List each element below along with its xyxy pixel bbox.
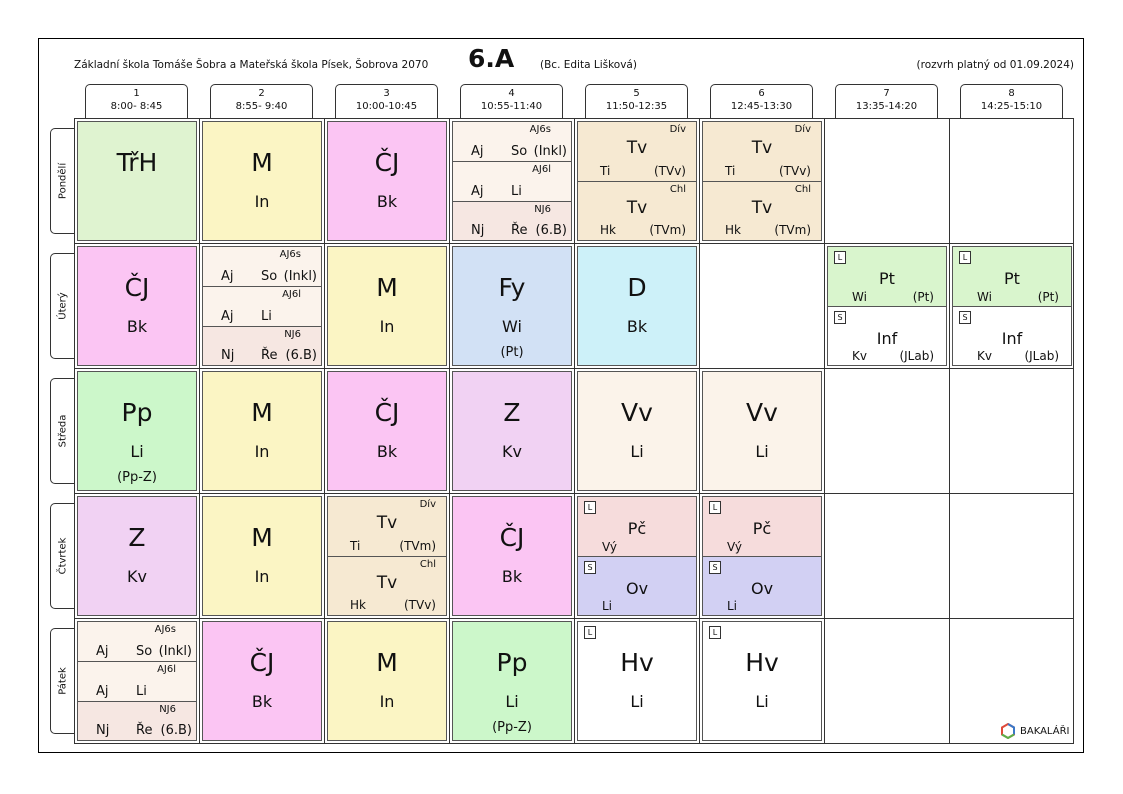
lesson-thu-2[interactable] (202, 496, 322, 616)
lesson-teacher: Bk (626, 317, 648, 336)
lesson-mon-3[interactable] (327, 121, 447, 241)
lesson-teacher: Bk (501, 567, 523, 586)
lesson-mon-4[interactable] (452, 121, 572, 241)
lesson-group: AJ6s Aj So (Inkl) (453, 122, 571, 162)
lesson-wed-6[interactable] (702, 371, 822, 491)
school-name: Základní škola Tomáše Šobra a Mateřská škola Písek, Šobrova 2070 (74, 59, 429, 71)
week-badge: S (709, 561, 721, 574)
grid-line (74, 368, 1074, 369)
lesson-teacher: Li (505, 692, 519, 711)
lesson-teacher: Kv (127, 567, 147, 586)
period-header-8: 8 14:25-15:10 (960, 84, 1063, 119)
lesson-subject: ČJ (374, 148, 400, 177)
lesson-tue-2[interactable] (202, 246, 322, 366)
validity-note: (rozvrh platný od 01.09.2024) (916, 59, 1074, 71)
lesson-subject: M (251, 398, 273, 427)
lesson-group: Chl Tv Hk (TVm) (600, 184, 686, 237)
lesson-subject: Hv (620, 648, 654, 677)
week-badge: L (959, 251, 971, 264)
lesson-subject: Z (503, 398, 521, 427)
lesson-subject: ČJ (374, 398, 400, 427)
lesson-teacher: In (379, 692, 395, 711)
lesson-tue-8[interactable] (952, 246, 1072, 366)
lesson-teacher: Bk (376, 442, 398, 461)
grid-line (824, 118, 825, 744)
day-label-friday: Pátek (50, 628, 74, 734)
grid-line (74, 618, 1074, 619)
lesson-mon-6[interactable] (702, 121, 822, 241)
period-header-7: 7 13:35-14:20 (835, 84, 938, 119)
week-badge: L (709, 626, 721, 639)
lesson-subject: D (627, 273, 647, 302)
grid-line (449, 118, 450, 744)
lesson-subject: M (251, 523, 273, 552)
lesson-group: NJ6 Nj Ře (6.B) (453, 202, 571, 240)
grid-line (949, 118, 950, 744)
lesson-group: AJ6l Aj Li (453, 162, 571, 202)
lesson-group: AJ6l Aj Li (78, 662, 196, 702)
period-header-5: 5 11:50-12:35 (585, 84, 688, 119)
lesson-teacher: Li (755, 442, 769, 461)
lesson-mon-1[interactable] (77, 121, 197, 241)
lesson-mon-5[interactable] (577, 121, 697, 241)
lesson-tue-5[interactable] (577, 246, 697, 366)
grid-line (199, 118, 200, 744)
lesson-teacher: Li (630, 442, 644, 461)
brand-logo-text: BAKALÁŘI (1020, 726, 1070, 737)
lesson-wed-2[interactable] (202, 371, 322, 491)
lesson-subject: Fy (498, 273, 526, 302)
lesson-teacher: Bk (251, 692, 273, 711)
lesson-tue-4[interactable] (452, 246, 572, 366)
lesson-teacher: Bk (126, 317, 148, 336)
lesson-teacher: Bk (376, 192, 398, 211)
lesson-subject: Pp (496, 648, 528, 677)
lesson-group: S Inf Kv (JLab) (953, 307, 1071, 365)
lesson-teacher: In (254, 442, 270, 461)
lesson-wed-5[interactable] (577, 371, 697, 491)
week-badge: L (709, 501, 721, 514)
lesson-subject: Vv (621, 398, 653, 427)
lesson-subject: ČJ (499, 523, 525, 552)
lesson-group: Dív Tv Ti (TVm) (328, 497, 446, 557)
lesson-mon-2[interactable] (202, 121, 322, 241)
lesson-subject: ČJ (124, 273, 150, 302)
lesson-group: AJ6l Aj Li (203, 287, 321, 327)
lesson-subject: M (251, 148, 273, 177)
lesson-group: L Pč Vý (578, 497, 696, 557)
day-label-thursday: Čtvrtek (50, 503, 74, 609)
lesson-subject: Pp (121, 398, 153, 427)
lesson-tue-7[interactable] (827, 246, 947, 366)
week-badge: S (959, 311, 971, 324)
lesson-group: L Pt Wi (Pt) (828, 247, 946, 307)
lesson-wed-3[interactable] (327, 371, 447, 491)
lesson-group: Dív Tv Ti (TVv) (703, 122, 821, 182)
lesson-teacher: Li (630, 692, 644, 711)
lesson-fri-6[interactable] (702, 621, 822, 741)
lesson-wed-4[interactable] (452, 371, 572, 491)
lesson-subject: M (376, 648, 398, 677)
grid-line (699, 118, 700, 744)
lesson-room: (Pp-Z) (117, 470, 157, 485)
grid-line (574, 118, 575, 744)
lesson-subject: Z (128, 523, 146, 552)
lesson-group: S Ov Li (703, 557, 821, 615)
lesson-teacher: In (254, 567, 270, 586)
lesson-room: (Pt) (500, 345, 524, 360)
lesson-fri-1[interactable] (77, 621, 197, 741)
lesson-group: Dív Tv Ti (TVv) (578, 122, 696, 182)
grid-line (324, 118, 325, 744)
week-badge: S (834, 311, 846, 324)
class-teacher: (Bc. Edita Lišková) (540, 59, 637, 71)
week-badge: L (834, 251, 846, 264)
lesson-thu-3[interactable] (327, 496, 447, 616)
grid-line (74, 243, 1074, 244)
grid-line (74, 493, 1074, 494)
lesson-group: S Inf Kv (JLab) (828, 307, 946, 365)
lesson-group: Chl Tv Hk (TVv) (350, 559, 436, 612)
lesson-teacher: Wi (502, 317, 522, 336)
period-header-2: 2 8:55- 9:40 (210, 84, 313, 119)
lesson-teacher: Li (130, 442, 144, 461)
lesson-teacher: In (379, 317, 395, 336)
lesson-fri-2[interactable] (202, 621, 322, 741)
lesson-group: Chl Tv Hk (TVm) (725, 184, 811, 237)
week-badge: L (584, 501, 596, 514)
period-header-4: 4 10:55-11:40 (460, 84, 563, 119)
day-label-tuesday: Úterý (50, 253, 74, 359)
lesson-teacher: Li (755, 692, 769, 711)
lesson-wed-1[interactable] (77, 371, 197, 491)
lesson-teacher: Kv (502, 442, 522, 461)
lesson-tue-1[interactable] (77, 246, 197, 366)
hexagon-logo-icon (1000, 723, 1016, 739)
day-label-monday: Pondělí (50, 128, 74, 234)
day-label-wednesday: Středa (50, 378, 74, 484)
lesson-group: NJ6 Nj Ře (6.B) (203, 327, 321, 365)
lesson-teacher: In (254, 192, 270, 211)
lesson-subject: Hv (745, 648, 779, 677)
lesson-room: (Pp-Z) (492, 720, 532, 735)
class-title: 6.A (468, 44, 515, 73)
lesson-thu-5[interactable] (577, 496, 697, 616)
lesson-group: AJ6s Aj So (Inkl) (78, 622, 196, 662)
lesson-tue-3[interactable] (327, 246, 447, 366)
lesson-group: L Pt Wi (Pt) (953, 247, 1071, 307)
week-badge: S (584, 561, 596, 574)
lesson-thu-1[interactable] (77, 496, 197, 616)
lesson-subject: TřH (116, 148, 158, 177)
lesson-subject: M (376, 273, 398, 302)
lesson-fri-3[interactable] (327, 621, 447, 741)
period-header-1: 1 8:00- 8:45 (85, 84, 188, 119)
week-badge: L (584, 626, 596, 639)
lesson-group: AJ6s Aj So (Inkl) (203, 247, 321, 287)
period-header-6: 6 12:45-13:30 (710, 84, 813, 119)
lesson-group: S Ov Li (578, 557, 696, 615)
lesson-group: NJ6 Nj Ře (6.B) (78, 702, 196, 740)
lesson-fri-5[interactable] (577, 621, 697, 741)
lesson-group: L Pč Vý (703, 497, 821, 557)
lesson-subject: ČJ (249, 648, 275, 677)
lesson-thu-4[interactable] (452, 496, 572, 616)
lesson-fri-4[interactable] (452, 621, 572, 741)
lesson-thu-6[interactable] (702, 496, 822, 616)
lesson-subject: Vv (746, 398, 778, 427)
period-header-3: 3 10:00-10:45 (335, 84, 438, 119)
